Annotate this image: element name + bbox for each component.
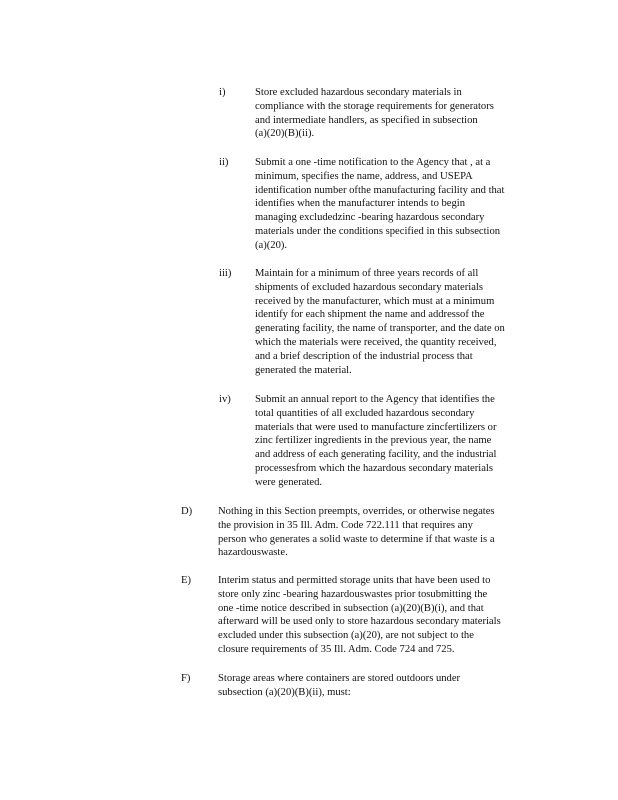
text-line: one -time notice described in subsection (a)(20)(B)(i), and that bbox=[218, 602, 484, 614]
text-line: identification number ofthe manufacturing facility and that bbox=[255, 184, 505, 196]
text-line: which the materials were received, the quantity received, bbox=[255, 336, 497, 348]
text-line: excluded under this subsection (a)(20), are not subject to the bbox=[218, 630, 474, 642]
text-line: generated the material. bbox=[255, 364, 352, 376]
text-line: (a)(20)(B)(ii). bbox=[255, 128, 315, 140]
text-line: total quantities of all excluded hazardous secondary bbox=[255, 407, 475, 419]
text-line: and intermediate handlers, as specified in subsection bbox=[255, 114, 478, 126]
item-text bbox=[255, 86, 537, 141]
item-iii bbox=[219, 267, 537, 377]
text-line: received by the manufacturer, which must at a minimum bbox=[255, 295, 495, 307]
text-line: and address of each generating facility, and the industrial bbox=[255, 449, 497, 461]
item-label: iv) bbox=[219, 394, 231, 405]
item-e bbox=[181, 574, 538, 657]
text-line: Nothing in this Section preempts, overrides, or otherwise negates bbox=[218, 506, 495, 517]
item-label: E) bbox=[181, 575, 191, 586]
text-line: (a)(20). bbox=[255, 239, 288, 251]
text-line: afterward will be used only to store hazardous secondary materials bbox=[218, 616, 501, 628]
item-text bbox=[255, 156, 537, 253]
item-label: iii) bbox=[219, 268, 232, 279]
text-line: person who generates a solid waste to determine if that waste is a bbox=[218, 533, 495, 545]
item-text bbox=[218, 672, 538, 700]
text-line: the provision in 35 Ill. Adm. Code 722.111 that requires any bbox=[218, 519, 473, 531]
text-line: generating facility, the name of transporter, and the date on bbox=[255, 323, 505, 335]
text-line: Submit a one -time notification to the Agency that , at a bbox=[255, 157, 491, 168]
text-line: store only zinc -bearing hazardouswastes prior tosubmitting the bbox=[218, 588, 488, 600]
text-line: compliance with the storage requirements for generators bbox=[255, 100, 494, 112]
text-line: Storage areas where containers are stored outdoors under bbox=[218, 673, 461, 684]
text-line: materials under the conditions specified in this subsection bbox=[255, 225, 501, 237]
item-label: F) bbox=[181, 673, 191, 684]
item-text bbox=[255, 393, 537, 490]
text-line: shipments of excluded hazardous secondary materials bbox=[255, 281, 483, 293]
item-f bbox=[181, 672, 538, 700]
item-iv bbox=[219, 393, 537, 490]
text-line: managing excludedzinc -bearing hazardous secondary bbox=[255, 212, 485, 224]
text-line: materials that were used to manufacture zincfertilizers or bbox=[255, 421, 497, 433]
text-line: Submit an annual report to the Agency that identifies the bbox=[255, 394, 495, 405]
text-line: subsection (a)(20)(B)(ii), must: bbox=[218, 686, 351, 698]
item-text bbox=[255, 267, 537, 377]
item-label: D) bbox=[181, 506, 193, 517]
text-line: identify for each shipment the name and addressof the bbox=[255, 309, 485, 321]
item-d bbox=[181, 505, 538, 560]
item-ii bbox=[219, 156, 537, 253]
item-text bbox=[218, 505, 538, 560]
text-line: processesfrom which the hazardous secondary materials bbox=[255, 462, 493, 474]
text-line: Store excluded hazardous secondary materials in bbox=[255, 87, 462, 98]
text-line: Interim status and permitted storage units that have been used to bbox=[218, 575, 491, 586]
text-line: and a brief description of the industrial process that bbox=[255, 350, 473, 362]
text-line: identifies when the manufacturer intends to begin bbox=[255, 198, 466, 210]
item-label: ii) bbox=[219, 157, 229, 168]
item-i bbox=[219, 86, 537, 141]
item-text bbox=[218, 574, 538, 657]
item-label: i) bbox=[219, 87, 226, 98]
text-line: were generated. bbox=[255, 476, 323, 488]
text-line: Maintain for a minimum of three years records of all bbox=[255, 268, 479, 279]
text-line: closure requirements of 35 Ill. Adm. Code 724 and 725. bbox=[218, 643, 455, 655]
text-line: minimum, specifies the name, address, and USEPA bbox=[255, 170, 473, 182]
text-line: hazardouswaste. bbox=[218, 547, 288, 559]
text-line: zinc fertilizer ingredients in the previous year, the name bbox=[255, 435, 492, 447]
